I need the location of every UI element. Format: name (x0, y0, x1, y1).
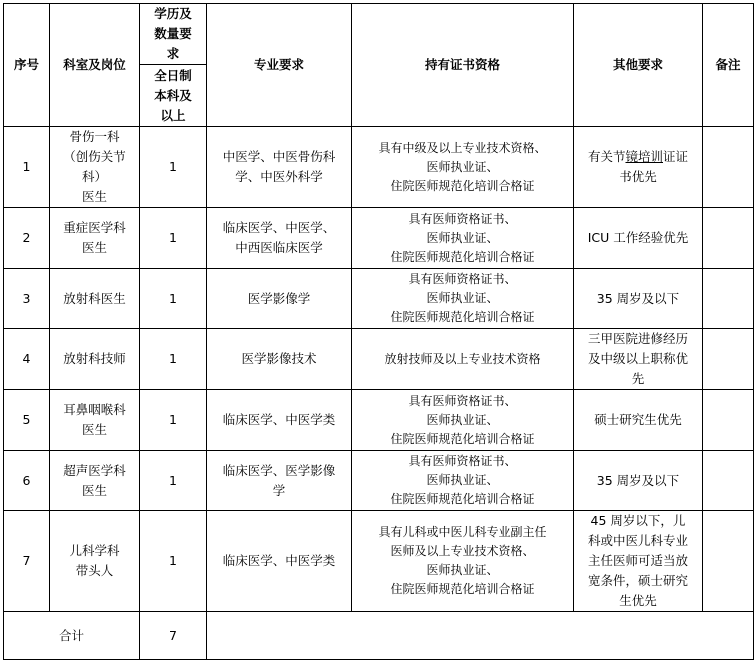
row-major-line: 学、中医外科学 (235, 169, 323, 184)
row-major-line: 医学影像技术 (241, 351, 317, 366)
row-dept-line: 带头人 (75, 563, 114, 578)
row-cert-line: 住院医师规范化培训合格证 (390, 178, 535, 193)
table-row (4, 390, 754, 451)
header-other: 其他要求 (574, 4, 703, 127)
header-edu-sub (140, 65, 207, 127)
header-dept: 科室及岗位 (50, 4, 140, 127)
row-other (574, 511, 703, 612)
row-cert-line: 医师执业证、 (426, 412, 499, 427)
row-note (703, 451, 754, 511)
row-other-line: 45 周岁以下，儿 (590, 513, 686, 528)
row-seq: 4 (4, 329, 50, 390)
row-major (207, 451, 352, 511)
row-other-line: 主任医师可适当放 (587, 553, 688, 568)
row-dept-line: 放射科医生 (63, 290, 126, 306)
row-note (703, 390, 754, 451)
row-major-line: 临床医学、医学影像 (222, 462, 336, 478)
row-other-line: 硕士研究生优先 (594, 412, 682, 427)
table-row (4, 329, 754, 390)
row-dept-line: 科） (81, 169, 107, 184)
row-dept-line: 医生 (81, 422, 107, 437)
row-cert-line: 具有医师资格证书、 (408, 393, 517, 408)
row-major (207, 208, 352, 269)
table-row (4, 269, 754, 329)
row-note (703, 329, 754, 390)
row-major (207, 511, 352, 612)
row-other-line: 先 (631, 371, 645, 386)
row-cert-line: 医师执业证、 (426, 230, 499, 245)
row-major-line: 临床医学、中医学类 (222, 553, 336, 568)
row-count: 1 (140, 269, 207, 329)
table-row (4, 511, 754, 612)
header-note: 备注 (703, 4, 754, 127)
header-cert: 持有证书资格 (352, 4, 574, 127)
total-count: 7 (140, 612, 207, 660)
row-note (703, 269, 754, 329)
row-seq: 7 (4, 511, 50, 612)
row-dept (50, 451, 140, 511)
row-count: 1 (140, 329, 207, 390)
row-cert-line: 医师执业证、 (426, 159, 499, 174)
row-cert-line: 具有医师资格证书、 (408, 211, 517, 226)
row-other-fragment: 镜培训 (625, 149, 663, 164)
header-edu-line: 数量要 (154, 26, 192, 41)
row-count: 1 (140, 451, 207, 511)
row-cert-line: 具有儿科或中医儿科专业副主任 (378, 525, 547, 539)
row-cert (352, 208, 574, 269)
row-cert-line: 医师执业证、 (426, 563, 499, 577)
row-dept (50, 329, 140, 390)
row-cert-line: 放射技师及以上专业技术资格 (384, 351, 541, 366)
row-major (207, 390, 352, 451)
header-edu-line: 求 (166, 46, 180, 61)
row-other (574, 451, 703, 511)
row-cert-line: 住院医师规范化培训合格证 (390, 492, 535, 506)
row-cert (352, 451, 574, 511)
row-major-line: 临床医学、中医学、 (222, 220, 336, 235)
row-other (574, 208, 703, 269)
row-cert (352, 329, 574, 390)
row-other (574, 329, 703, 390)
row-other (574, 127, 703, 208)
row-cert-line: 住院医师规范化培训合格证 (390, 249, 535, 264)
row-dept (50, 127, 140, 208)
row-dept (50, 511, 140, 612)
row-dept-line: 放射科技师 (63, 351, 126, 366)
row-other-line: 三甲医院进修经历 (587, 331, 688, 346)
header-edu-sub-line: 以上 (160, 107, 186, 123)
row-count: 1 (140, 511, 207, 612)
row-cert-line: 住院医师规范化培训合格证 (390, 582, 535, 596)
row-major-line: 医学影像学 (247, 290, 311, 306)
row-count: 1 (140, 127, 207, 208)
row-seq: 2 (4, 208, 50, 269)
header-major: 专业要求 (207, 4, 352, 127)
row-major (207, 127, 352, 208)
row-major (207, 329, 352, 390)
row-other (574, 390, 703, 451)
row-dept-line: 重症医学科 (63, 220, 126, 235)
row-dept-line: 医生 (81, 240, 107, 255)
table-row (4, 451, 754, 511)
row-other (574, 269, 703, 329)
row-other-line: 科或中医儿科专业 (587, 533, 688, 548)
row-major-line: 临床医学、中医学类 (222, 412, 336, 427)
row-dept-line: 耳鼻咽喉科 (63, 402, 126, 417)
row-dept-line: （创伤关节 (63, 149, 126, 164)
row-cert-line: 具有医师资格证书、 (408, 272, 517, 286)
row-other-line: 35 周岁及以下 (596, 290, 680, 306)
row-dept (50, 390, 140, 451)
row-note (703, 127, 754, 208)
total-label: 合计 (4, 612, 140, 660)
row-other-fragment: 证证 (663, 149, 689, 164)
total-row (4, 612, 754, 660)
row-other-line: 生优先 (619, 593, 657, 608)
row-other-fragment: 有关节 (587, 149, 626, 164)
header-edu-sub-line: 全日制 (154, 67, 192, 83)
row-count: 1 (140, 390, 207, 451)
table-row (4, 208, 754, 269)
row-dept-line: 儿科学科 (69, 543, 120, 558)
row-dept (50, 269, 140, 329)
row-major (207, 269, 352, 329)
row-cert-line: 医师及以上专业技术资格、 (390, 544, 535, 558)
row-other-line: 宽条件，硕士研究 (587, 573, 688, 588)
row-note (703, 208, 754, 269)
row-cert-line: 具有医师资格证书、 (408, 454, 517, 468)
row-major-line: 中西医临床医学 (235, 240, 323, 255)
row-seq: 6 (4, 451, 50, 511)
recruitment-table (3, 3, 754, 660)
row-other-line (578, 147, 698, 167)
table-row (4, 127, 754, 208)
header-edu (140, 4, 207, 65)
row-dept-line: 医生 (81, 189, 107, 204)
row-seq: 3 (4, 269, 50, 329)
row-other-line: 书优先 (619, 169, 657, 184)
row-other-line: 35 周岁及以下 (596, 472, 680, 488)
header-edu-sub-line: 本科及 (154, 87, 192, 103)
row-major-line: 中医学、中医骨伤科 (222, 149, 336, 164)
row-cert (352, 390, 574, 451)
total-empty (207, 612, 754, 660)
header-seq: 序号 (4, 4, 50, 127)
row-cert-line: 医师执业证、 (426, 291, 499, 305)
row-dept-line: 医生 (81, 482, 107, 498)
row-dept-line: 骨伤一科 (69, 129, 120, 144)
row-count: 1 (140, 208, 207, 269)
row-cert (352, 511, 574, 612)
row-major-line: 学 (272, 482, 286, 498)
row-seq: 1 (4, 127, 50, 208)
row-other-line: ICU 工作经验优先 (587, 230, 689, 245)
row-cert-line: 住院医师规范化培训合格证 (390, 310, 535, 324)
row-cert (352, 127, 574, 208)
row-other-line: 及中级以上职称优 (587, 351, 688, 366)
row-seq: 5 (4, 390, 50, 451)
header-edu-line: 学历及 (154, 6, 192, 21)
row-note (703, 511, 754, 612)
row-cert-line: 住院医师规范化培训合格证 (390, 431, 535, 446)
row-dept (50, 208, 140, 269)
row-cert (352, 269, 574, 329)
row-cert-line: 具有中级及以上专业技术资格、 (378, 140, 547, 155)
row-cert-line: 医师执业证、 (426, 473, 499, 487)
row-dept-line: 超声医学科 (63, 462, 126, 478)
